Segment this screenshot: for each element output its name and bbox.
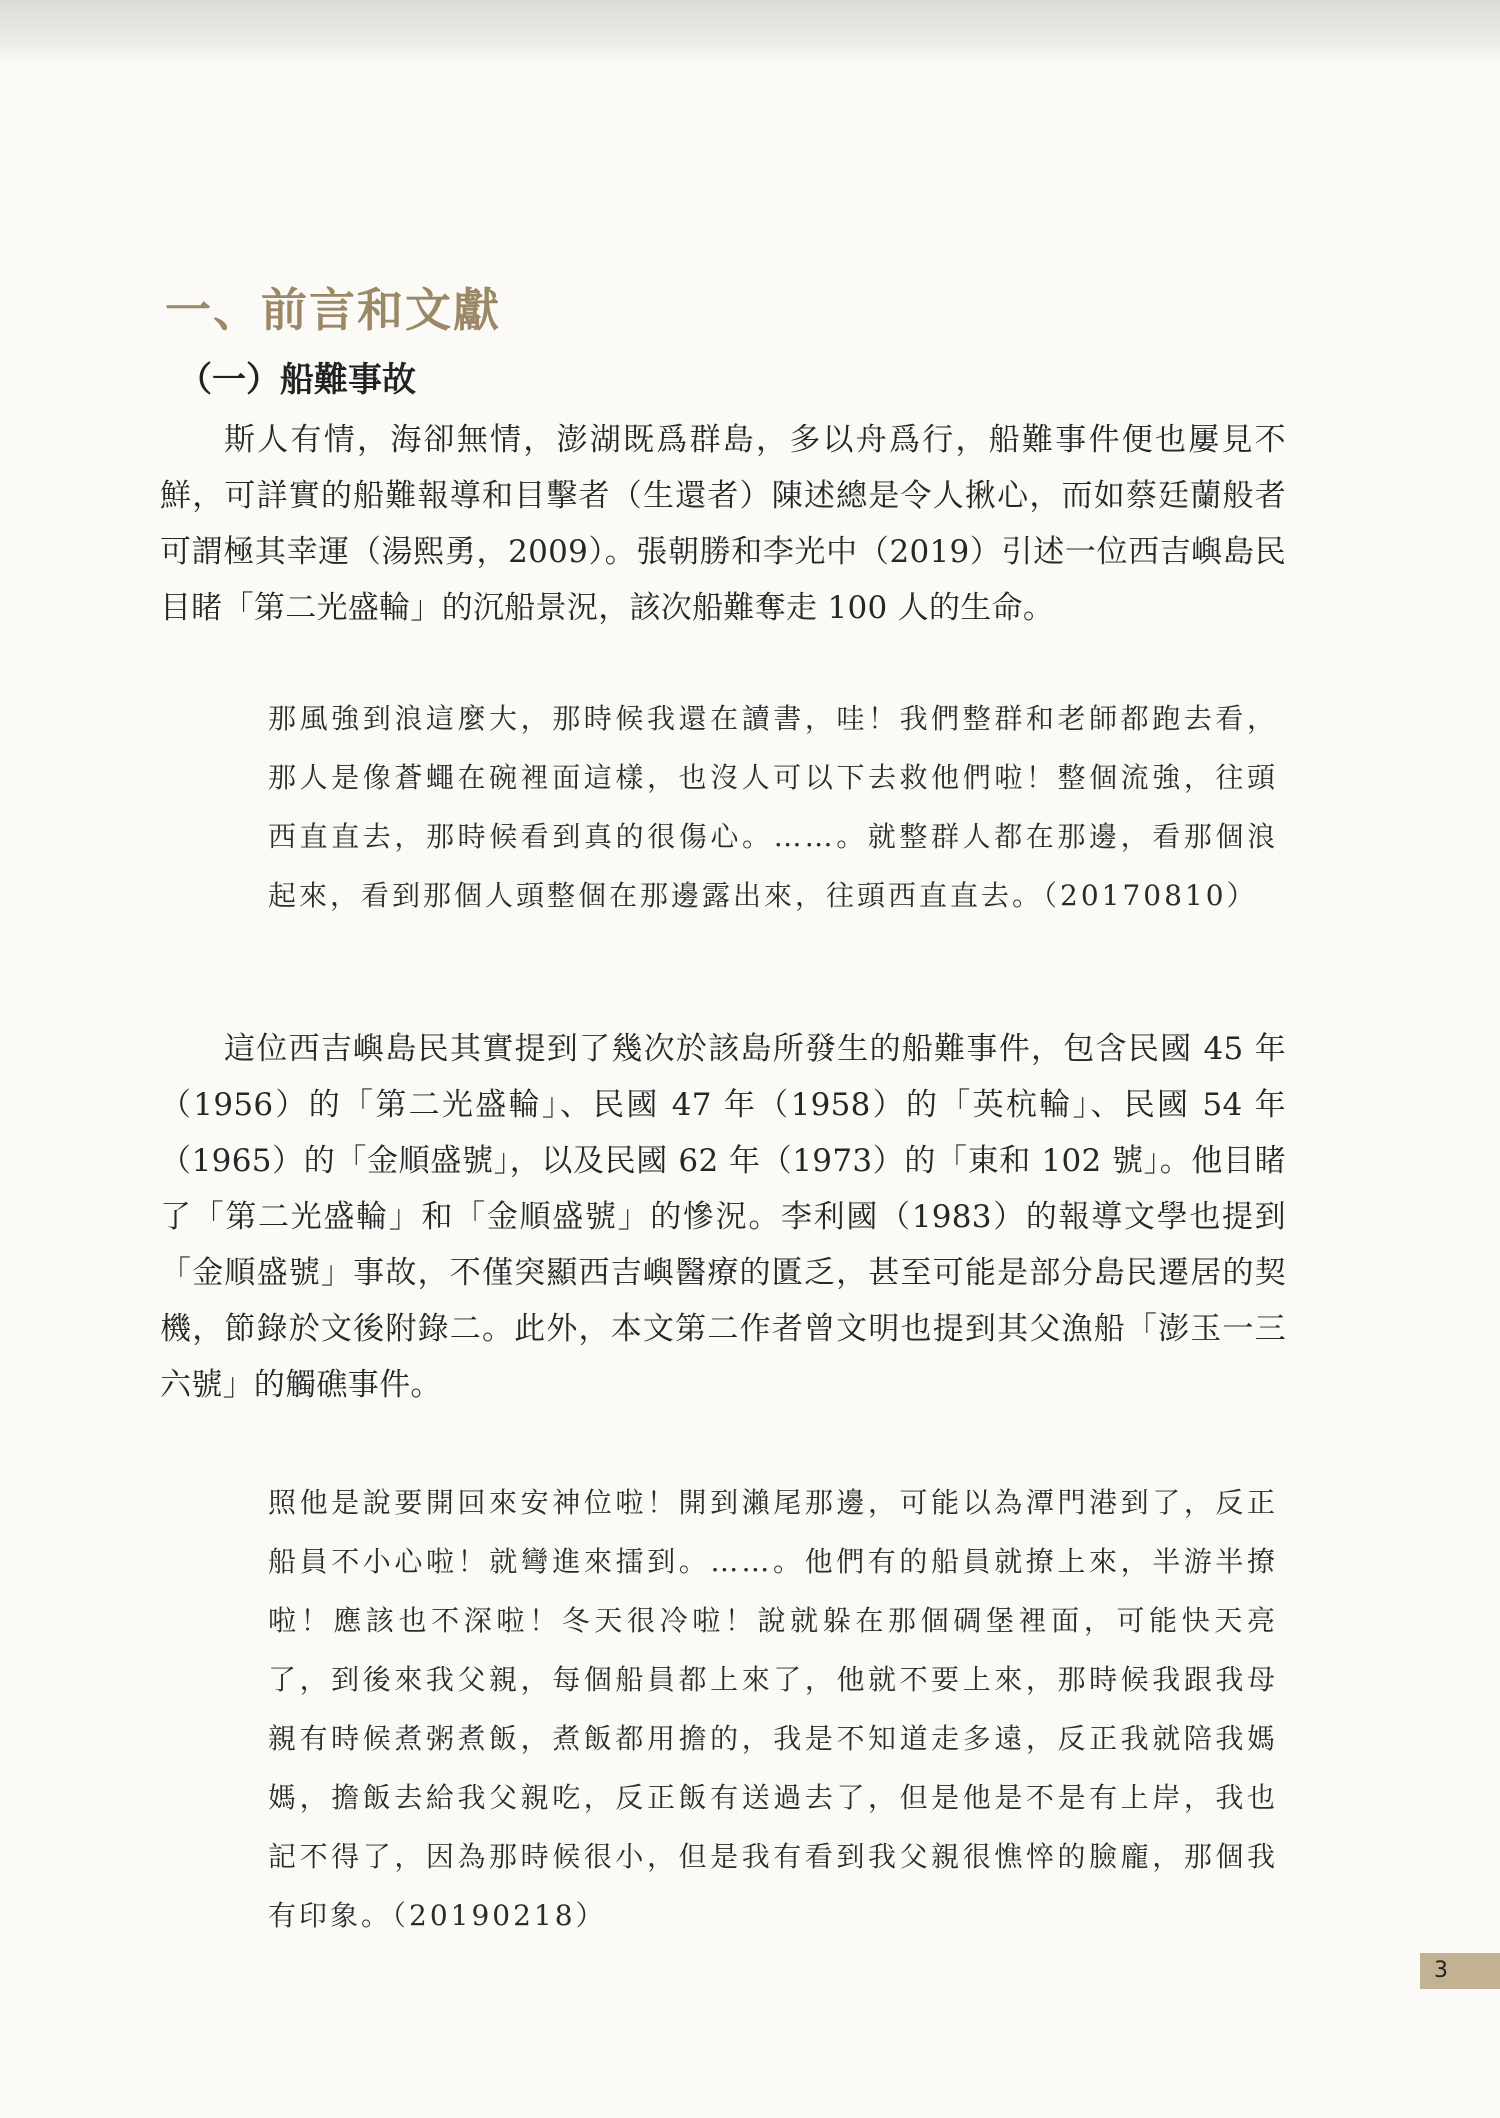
subsection-title: （一）船難事故 (178, 360, 416, 400)
paragraph-shipwrecks-text: 這位西吉嶼島民其實提到了幾次於該島所發生的船難事件，包含民國 45 年（1956）的「第二光盛輪」、民國 47 年（1958）的「英杭輪」、民國 54 年（1965）的「金順盛號」，以及民國 62 年（1973）的「東和 102 號」。他目睹了「第二光盛輪」和「金順盛號」的慘況。李利國（1983）的報導文學也提到「金順盛號」事故，不僅突顯西吉嶼醫療的匱乏，甚至可能是部分島民遷居的契機，節錄於文後附錄二。此外，本文第二作者曾文明也提到其父漁船「澎玉一三六號」的觸礁事件。 (160, 1031, 1286, 1403)
interview-quote-2-text: 照他是說要開回來安神位啦！開到瀨尾那邊，可能以為潭門港到了，反正船員不小心啦！就彎進來擂到。……。他們有的船員就撩上來，半游半撩啦！應該也不深啦！冬天很冷啦！說就躲在那個碉堡裡面，可能快天亮了，到後來我父親，每個船員都上來了，他就不要上來，那時候我跟我母親有時候煮粥煮飯，煮飯都用擔的，我是不知道走多遠，反正我就陪我媽媽，擔飯去給我父親吃，反正飯有送過去了，但是他是不是有上岸，我也記不得了，因為那時候很小，但是我有看到我父親很憔悴的臉龐，那個我有印象。（20190218） (268, 1486, 1278, 1932)
paragraph-shipwrecks (160, 1021, 1286, 1413)
paragraph-intro-text: 斯人有情，海卻無情，澎湖既爲群島，多以舟爲行，船難事件便也屢見不鮮，可詳實的船難報導和目擊者（生還者）陳述總是令人揪心，而如蔡廷蘭般者可謂極其幸運（湯熙勇，2009）。張朝勝和李光中（2019）引述一位西吉嶼島民目睹「第二光盛輪」的沉船景況，該次船難奪走 100 人的生命。 (160, 422, 1286, 626)
interview-quote-1-text: 那風強到浪這麼大，那時候我還在讀書，哇！我們整群和老師都跑去看，那人是像蒼蠅在碗裡面這樣，也沒人可以下去救他們啦！整個流強，往頭西直直去，那時候看到真的很傷心。……。就整群人都在那邊，看那個浪起來，看到那個人頭整個在那邊露出來，往頭西直直去。（20170810） (268, 702, 1278, 912)
interview-quote-1 (268, 689, 1278, 925)
interview-quote-2 (268, 1473, 1278, 1945)
paragraph-intro (160, 412, 1286, 636)
page-number: 3 (1420, 1953, 1500, 1989)
scan-top-shadow (0, 0, 1500, 66)
section-title: 一、前言和文獻 (165, 283, 501, 337)
